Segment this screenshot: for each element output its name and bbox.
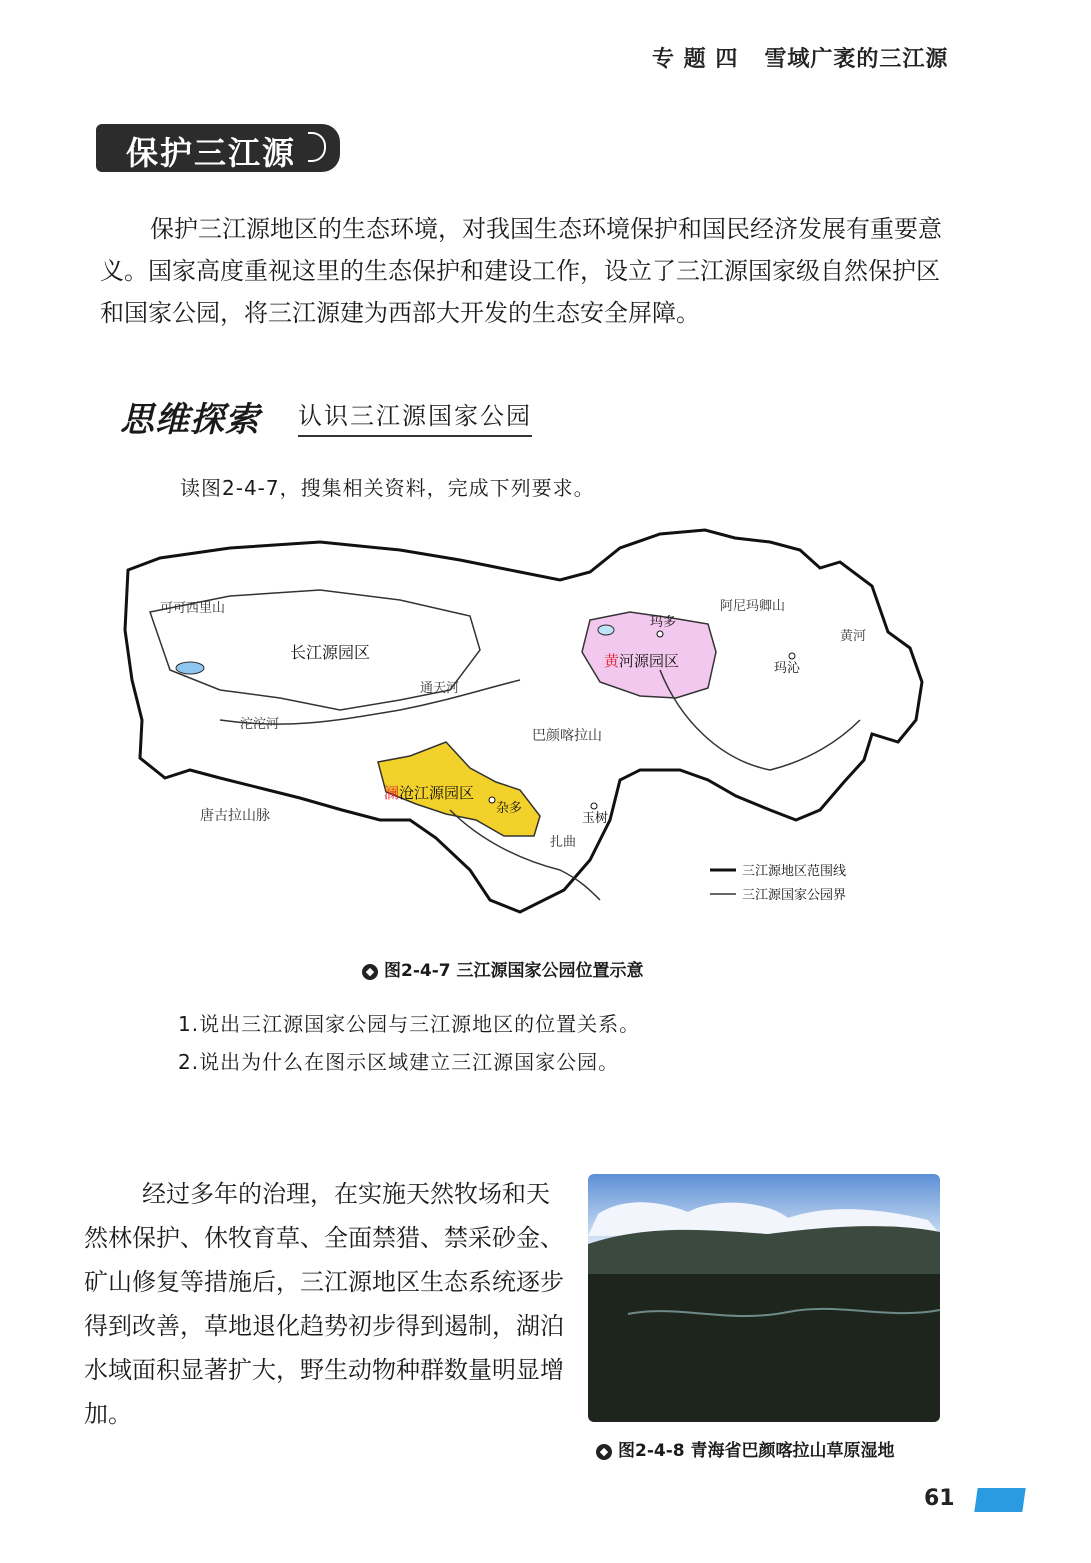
curl-ornament-icon bbox=[308, 132, 326, 162]
lake-shape bbox=[176, 662, 204, 674]
yushu-city-marker bbox=[591, 803, 597, 809]
label-maduo: 玛多 bbox=[650, 615, 677, 630]
label-kekexili: 可可西里山 bbox=[160, 601, 226, 616]
section-title-tab bbox=[96, 124, 340, 172]
header-title: 雪域广袤的三江源 bbox=[764, 47, 949, 72]
running-header bbox=[652, 42, 948, 73]
label-zaduo: 杂多 bbox=[496, 801, 523, 816]
caption-marker-icon: ◆ bbox=[362, 964, 378, 980]
label-huanghe-park bbox=[604, 652, 679, 670]
label-huang-he: 黄河 bbox=[840, 629, 867, 644]
label-lancang-park bbox=[384, 784, 474, 802]
label-tongtian-he: 通天河 bbox=[420, 681, 460, 696]
intro-paragraph: 保护三江源地区的生态环境，对我国生态环境保护和国民经济发展有重要意义。国家高度重视这里的生态保护和建设工作，设立了三江源国家级自然保护区和国家公园，将三江源建为西部大开发的生态安全屏障。 bbox=[100, 215, 942, 327]
label-huanghe-suffix: 河源园区 bbox=[619, 652, 680, 670]
page-corner-tab bbox=[974, 1488, 1025, 1512]
legend-region-label: 三江源地区范围线 bbox=[742, 864, 847, 879]
question-1: 1.说出三江源国家公园与三江源地区的位置关系。 bbox=[178, 1012, 641, 1036]
body-paragraph-2: 经过多年的治理，在实施天然牧场和天然林保护、休牧育草、全面禁猎、禁采砂金、矿山修复等措施后，三江源地区生态系统逐步得到改善，草地退化趋势初步得到遏制，湖泊水域面积显著扩大，野生动物种群数量明显增加。 bbox=[84, 1180, 564, 1428]
maduo-city-marker bbox=[657, 631, 663, 637]
label-huanghe-prefix: 黄 bbox=[604, 652, 620, 670]
label-zhaqu: 扎曲 bbox=[550, 835, 577, 850]
explore-subtitle: 认识三江源国家公园 bbox=[298, 396, 532, 437]
label-changjiang-park bbox=[290, 643, 370, 662]
figure2-caption bbox=[596, 1436, 895, 1461]
label-lancang-suffix: 沧江源园区 bbox=[399, 784, 475, 802]
label-yushu: 玉树 bbox=[582, 811, 609, 826]
section-title: 保护三江源 bbox=[126, 134, 297, 172]
label-changjiang-suffix: 源园区 bbox=[322, 643, 371, 662]
explore-instruction: 读图2-4-7，搜集相关资料，完成下列要求。 bbox=[180, 476, 595, 500]
header-chapter: 专 题 四 bbox=[652, 47, 739, 72]
label-changjiang-prefix: 长江 bbox=[290, 643, 323, 662]
grassland-wetland-photo bbox=[588, 1174, 940, 1422]
legend-park-label: 三江源国家公园界 bbox=[742, 888, 847, 903]
photo-illustration bbox=[588, 1174, 940, 1422]
sanjiangyuan-map bbox=[120, 520, 940, 940]
maqin-city-marker bbox=[789, 653, 795, 659]
zaduo-city-marker bbox=[489, 797, 495, 803]
photo-grassland bbox=[588, 1274, 940, 1422]
figure1-caption-text: 图2-4-7 三江源国家公园位置示意 bbox=[384, 961, 644, 981]
label-lancang-prefix: 澜 bbox=[384, 784, 400, 802]
explore-title: 思维探索 bbox=[120, 400, 260, 440]
figure2-caption-text: 图2-4-8 青海省巴颜喀拉山草原湿地 bbox=[618, 1441, 895, 1461]
caption-marker-icon: ◆ bbox=[596, 1444, 612, 1460]
figure1-caption bbox=[362, 956, 644, 981]
page-number: 61 bbox=[924, 1486, 955, 1511]
label-bayankala-shan: 巴颜喀拉山 bbox=[532, 728, 602, 744]
label-tanggula-shan: 唐古拉山脉 bbox=[200, 808, 270, 824]
label-tuotuo-he: 沱沱河 bbox=[240, 717, 280, 732]
label-anyemaqen-shan: 阿尼玛卿山 bbox=[720, 599, 786, 614]
question-2: 2.说出为什么在图示区域建立三江源国家公园。 bbox=[178, 1050, 620, 1074]
label-maqin: 玛沁 bbox=[774, 661, 801, 676]
lake-shape bbox=[598, 625, 614, 635]
